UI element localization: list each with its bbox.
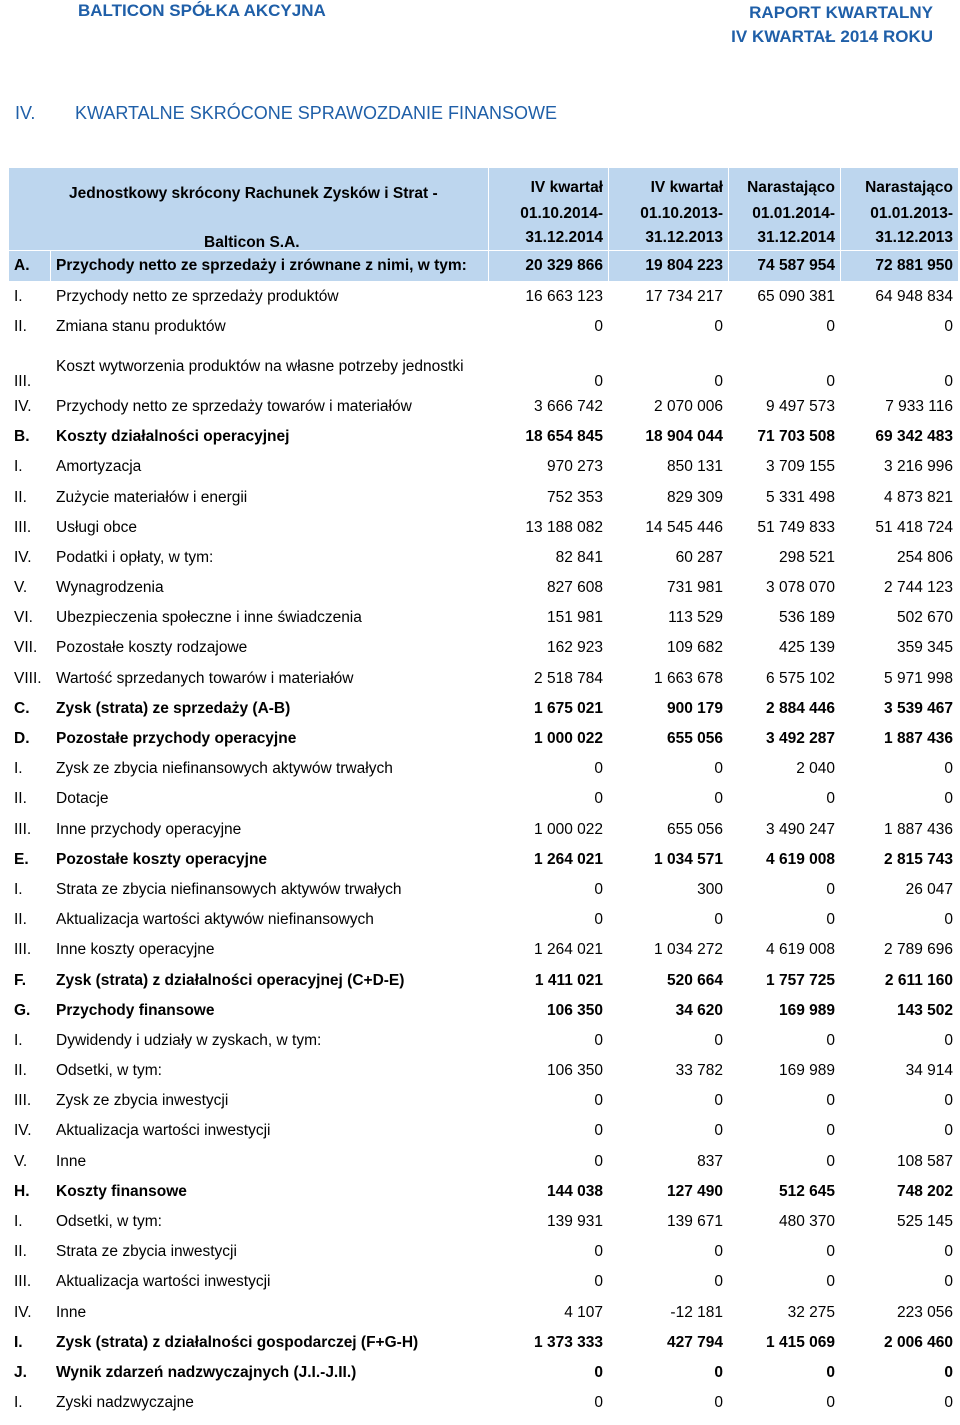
row-value: 0 xyxy=(489,1388,609,1418)
row-value: 731 981 xyxy=(609,573,729,603)
row-code: IV. xyxy=(9,1298,51,1328)
row-value: 0 xyxy=(609,905,729,935)
row-code: D. xyxy=(9,724,51,754)
row-value: 536 189 xyxy=(729,603,841,633)
row-value: 0 xyxy=(841,1267,959,1297)
row-value: 0 xyxy=(609,1388,729,1418)
row-value: 0 xyxy=(609,1358,729,1388)
table-row xyxy=(9,1056,959,1086)
row-value: 502 670 xyxy=(841,603,959,633)
row-value: 127 490 xyxy=(609,1177,729,1207)
table-row xyxy=(9,543,959,573)
row-value: 5 971 998 xyxy=(841,664,959,694)
table-row xyxy=(9,724,959,754)
row-label: Inne xyxy=(51,1147,489,1177)
row-value: 71 703 508 xyxy=(729,422,841,452)
row-value: 0 xyxy=(729,1086,841,1116)
row-value: 0 xyxy=(729,342,841,392)
column-label: IV kwartał xyxy=(530,179,603,196)
row-label: Podatki i opłaty, w tym: xyxy=(51,543,489,573)
row-code: III. xyxy=(9,513,51,543)
row-value: 1 415 069 xyxy=(729,1328,841,1358)
row-value: 300 xyxy=(609,875,729,905)
row-value: 427 794 xyxy=(609,1328,729,1358)
row-value: 20 329 866 xyxy=(489,251,609,282)
row-code: IV. xyxy=(9,1116,51,1146)
row-value: 752 353 xyxy=(489,482,609,512)
row-label: Zysk ze zbycia inwestycji xyxy=(51,1086,489,1116)
row-value: 113 529 xyxy=(609,603,729,633)
row-value: 17 734 217 xyxy=(609,282,729,312)
row-label: Odsetki, w tym: xyxy=(51,1207,489,1237)
row-label: Przychody netto ze sprzedaży towarów i materiałów xyxy=(51,392,489,422)
row-value: 2 789 696 xyxy=(841,935,959,965)
table-row xyxy=(9,633,959,663)
table-row xyxy=(9,513,959,543)
row-label: Zysk (strata) z działalności gospodarczej (F+G-H) xyxy=(51,1328,489,1358)
row-code: I. xyxy=(9,754,51,784)
row-value: 0 xyxy=(841,754,959,784)
table-row xyxy=(9,452,959,482)
table-title-line2: Balticon S.A. xyxy=(204,234,300,251)
row-code: VII. xyxy=(9,633,51,663)
row-value: 837 xyxy=(609,1147,729,1177)
row-label: Aktualizacja wartości inwestycji xyxy=(51,1267,489,1297)
row-value: 970 273 xyxy=(489,452,609,482)
row-value: 0 xyxy=(841,905,959,935)
row-code: H. xyxy=(9,1177,51,1207)
row-value: 33 782 xyxy=(609,1056,729,1086)
row-value: 3 216 996 xyxy=(841,452,959,482)
table-row xyxy=(9,282,959,312)
table-row xyxy=(9,1026,959,1056)
row-code: III. xyxy=(9,1086,51,1116)
row-code: C. xyxy=(9,694,51,724)
section-title-text: KWARTALNE SKRÓCONE SPRAWOZDANIE FINANSOWE xyxy=(75,103,558,123)
row-value: 0 xyxy=(729,1237,841,1267)
row-label: Zużycie materiałów i energii xyxy=(51,482,489,512)
row-code: IV. xyxy=(9,543,51,573)
row-value: 0 xyxy=(729,1388,841,1418)
row-value: 108 587 xyxy=(841,1147,959,1177)
column-period-start: 01.01.2013- xyxy=(870,205,953,222)
row-value: 3 539 467 xyxy=(841,694,959,724)
row-code: I. xyxy=(9,452,51,482)
table-row xyxy=(9,1328,959,1358)
row-value: 64 948 834 xyxy=(841,282,959,312)
row-value: 0 xyxy=(489,1116,609,1146)
row-value: 106 350 xyxy=(489,996,609,1026)
row-label: Przychody netto ze sprzedaży produktów xyxy=(51,282,489,312)
row-label: Aktualizacja wartości inwestycji xyxy=(51,1116,489,1146)
row-code: J. xyxy=(9,1358,51,1388)
row-value: 60 287 xyxy=(609,543,729,573)
column-period-end: 31.12.2014 xyxy=(525,229,603,246)
row-label: Wynagrodzenia xyxy=(51,573,489,603)
table-row xyxy=(9,754,959,784)
row-value: 3 492 287 xyxy=(729,724,841,754)
table-row xyxy=(9,694,959,724)
row-value: 298 521 xyxy=(729,543,841,573)
row-value: 0 xyxy=(609,1267,729,1297)
row-value: 144 038 xyxy=(489,1177,609,1207)
row-value: 0 xyxy=(729,1026,841,1056)
table-row xyxy=(9,1388,959,1418)
row-value: 74 587 954 xyxy=(729,251,841,282)
row-value: 1 411 021 xyxy=(489,965,609,995)
row-code: III. xyxy=(9,815,51,845)
row-value: 0 xyxy=(489,905,609,935)
row-value: 1 034 272 xyxy=(609,935,729,965)
row-value: 2 884 446 xyxy=(729,694,841,724)
column-period-start: 01.10.2014- xyxy=(520,205,603,222)
row-value: 4 619 008 xyxy=(729,845,841,875)
row-value: 169 989 xyxy=(729,996,841,1026)
table-row xyxy=(9,664,959,694)
row-value: 0 xyxy=(609,1237,729,1267)
table-row xyxy=(9,1298,959,1328)
row-code: I. xyxy=(9,1388,51,1418)
table-header-row xyxy=(9,168,959,251)
column-period-start: 01.10.2013- xyxy=(640,205,723,222)
row-value: 5 331 498 xyxy=(729,482,841,512)
table-row xyxy=(9,603,959,633)
row-value: 0 xyxy=(841,312,959,342)
income-statement-table xyxy=(8,167,959,1419)
row-value: 0 xyxy=(489,1147,609,1177)
row-label: Amortyzacja xyxy=(51,452,489,482)
table-row xyxy=(9,935,959,965)
row-value: 223 056 xyxy=(841,1298,959,1328)
table-row xyxy=(9,1237,959,1267)
row-value: 0 xyxy=(729,1267,841,1297)
row-value: 72 881 950 xyxy=(841,251,959,282)
row-value: 0 xyxy=(841,1388,959,1418)
row-value: 19 804 223 xyxy=(609,251,729,282)
row-value: 0 xyxy=(489,1086,609,1116)
row-code: I. xyxy=(9,1026,51,1056)
row-value: 0 xyxy=(729,1358,841,1388)
report-title-line2: IV KWARTAŁ 2014 ROKU xyxy=(731,27,933,46)
row-value: 0 xyxy=(841,784,959,814)
column-header xyxy=(489,168,609,251)
column-period-end: 31.12.2013 xyxy=(875,229,953,246)
row-value: 1 000 022 xyxy=(489,815,609,845)
table-row xyxy=(9,392,959,422)
row-label: Inne xyxy=(51,1298,489,1328)
row-label: Wartość sprzedanych towarów i materiałów xyxy=(51,664,489,694)
row-code: II. xyxy=(9,312,51,342)
row-label: Odsetki, w tym: xyxy=(51,1056,489,1086)
row-value: 0 xyxy=(729,784,841,814)
row-value: 1 887 436 xyxy=(841,724,959,754)
row-value: 1 000 022 xyxy=(489,724,609,754)
row-value: 254 806 xyxy=(841,543,959,573)
table-row xyxy=(9,996,959,1026)
row-value: 0 xyxy=(609,342,729,392)
row-value: 4 107 xyxy=(489,1298,609,1328)
row-value: 1 034 571 xyxy=(609,845,729,875)
row-label: Inne koszty operacyjne xyxy=(51,935,489,965)
row-value: 32 275 xyxy=(729,1298,841,1328)
row-code: A. xyxy=(9,251,51,282)
column-header xyxy=(841,168,959,251)
row-label: Zyski nadzwyczajne xyxy=(51,1388,489,1418)
row-value: 1 264 021 xyxy=(489,845,609,875)
row-code: III. xyxy=(9,342,51,392)
company-name: BALTICON SPÓŁKA AKCYJNA xyxy=(78,1,326,20)
column-label: Narastająco xyxy=(747,179,835,196)
report-title xyxy=(731,1,933,49)
row-value: 0 xyxy=(609,784,729,814)
row-value: 2 070 006 xyxy=(609,392,729,422)
row-value: 0 xyxy=(489,754,609,784)
table-row xyxy=(9,422,959,452)
row-code: II. xyxy=(9,482,51,512)
column-label: IV kwartał xyxy=(650,179,723,196)
row-value: 850 131 xyxy=(609,452,729,482)
row-value: 0 xyxy=(729,905,841,935)
row-value: 1 264 021 xyxy=(489,935,609,965)
row-value: 2 744 123 xyxy=(841,573,959,603)
report-title-line1: RAPORT KWARTALNY xyxy=(749,3,933,22)
row-label: Zmiana stanu produktów xyxy=(51,312,489,342)
row-value: 65 090 381 xyxy=(729,282,841,312)
row-label: Wynik zdarzeń nadzwyczajnych (J.I.-J.II.) xyxy=(51,1358,489,1388)
row-value: 16 663 123 xyxy=(489,282,609,312)
table-row xyxy=(9,342,959,392)
table-body xyxy=(9,251,959,1419)
table-row xyxy=(9,965,959,995)
row-code: IV. xyxy=(9,392,51,422)
row-value: 18 904 044 xyxy=(609,422,729,452)
row-code: E. xyxy=(9,845,51,875)
row-label: Dywidendy i udziały w zyskach, w tym: xyxy=(51,1026,489,1056)
row-label: Koszty finansowe xyxy=(51,1177,489,1207)
row-value: 0 xyxy=(489,1026,609,1056)
table-row xyxy=(9,815,959,845)
row-label: Zysk (strata) ze sprzedaży (A-B) xyxy=(51,694,489,724)
row-label: Przychody finansowe xyxy=(51,996,489,1026)
column-period-start: 01.01.2014- xyxy=(752,205,835,222)
column-period-end: 31.12.2014 xyxy=(757,229,835,246)
row-value: 0 xyxy=(489,1358,609,1388)
row-label: Pozostałe przychody operacyjne xyxy=(51,724,489,754)
row-value: 13 188 082 xyxy=(489,513,609,543)
row-code: II. xyxy=(9,1056,51,1086)
row-value: 0 xyxy=(489,784,609,814)
row-value: 26 047 xyxy=(841,875,959,905)
row-value: 520 664 xyxy=(609,965,729,995)
table-title-line1: Jednostkowy skrócony Rachunek Zysków i Strat - xyxy=(69,185,438,202)
row-value: 51 418 724 xyxy=(841,513,959,543)
row-value: 0 xyxy=(489,1237,609,1267)
row-label: Usługi obce xyxy=(51,513,489,543)
row-value: 139 931 xyxy=(489,1207,609,1237)
table-row xyxy=(9,1358,959,1388)
row-value: 2 611 160 xyxy=(841,965,959,995)
row-value: 14 545 446 xyxy=(609,513,729,543)
column-label: Narastająco xyxy=(865,179,953,196)
row-value: 0 xyxy=(841,1237,959,1267)
table-row xyxy=(9,1267,959,1297)
table-row xyxy=(9,784,959,814)
row-code: VI. xyxy=(9,603,51,633)
row-value: 0 xyxy=(729,312,841,342)
row-value: 655 056 xyxy=(609,724,729,754)
table-row xyxy=(9,845,959,875)
row-value: 0 xyxy=(609,754,729,784)
column-period-end: 31.12.2013 xyxy=(645,229,723,246)
row-code: V. xyxy=(9,573,51,603)
row-label: Koszty działalności operacyjnej xyxy=(51,422,489,452)
row-code: V. xyxy=(9,1147,51,1177)
row-label: Pozostałe koszty operacyjne xyxy=(51,845,489,875)
row-value: 4 873 821 xyxy=(841,482,959,512)
row-code: F. xyxy=(9,965,51,995)
row-label: Ubezpieczenia społeczne i inne świadczenia xyxy=(51,603,489,633)
row-code: B. xyxy=(9,422,51,452)
row-code: I. xyxy=(9,1328,51,1358)
page-header xyxy=(0,1,960,49)
row-value: -12 181 xyxy=(609,1298,729,1328)
row-value: 106 350 xyxy=(489,1056,609,1086)
table-row xyxy=(9,1147,959,1177)
row-value: 0 xyxy=(729,1147,841,1177)
row-value: 0 xyxy=(729,875,841,905)
section-title xyxy=(15,103,557,124)
row-code: G. xyxy=(9,996,51,1026)
row-code: I. xyxy=(9,282,51,312)
row-value: 0 xyxy=(729,1116,841,1146)
row-value: 0 xyxy=(609,312,729,342)
row-value: 109 682 xyxy=(609,633,729,663)
row-value: 69 342 483 xyxy=(841,422,959,452)
table-title-cell xyxy=(9,168,489,251)
row-label: Pozostałe koszty rodzajowe xyxy=(51,633,489,663)
row-value: 169 989 xyxy=(729,1056,841,1086)
row-label: Inne przychody operacyjne xyxy=(51,815,489,845)
row-code: III. xyxy=(9,1267,51,1297)
row-value: 655 056 xyxy=(609,815,729,845)
table-row xyxy=(9,1177,959,1207)
row-value: 829 309 xyxy=(609,482,729,512)
row-value: 0 xyxy=(841,1358,959,1388)
row-value: 82 841 xyxy=(489,543,609,573)
row-code: VIII. xyxy=(9,664,51,694)
row-value: 0 xyxy=(841,342,959,392)
row-value: 425 139 xyxy=(729,633,841,663)
row-value: 2 040 xyxy=(729,754,841,784)
row-value: 2 006 460 xyxy=(841,1328,959,1358)
row-value: 2 518 784 xyxy=(489,664,609,694)
row-value: 3 078 070 xyxy=(729,573,841,603)
row-value: 6 575 102 xyxy=(729,664,841,694)
column-header xyxy=(729,168,841,251)
row-value: 7 933 116 xyxy=(841,392,959,422)
column-header xyxy=(609,168,729,251)
table-row xyxy=(9,1116,959,1146)
row-value: 162 923 xyxy=(489,633,609,663)
table-row xyxy=(9,1086,959,1116)
row-code: I. xyxy=(9,875,51,905)
row-value: 34 620 xyxy=(609,996,729,1026)
row-code: III. xyxy=(9,935,51,965)
row-value: 0 xyxy=(609,1116,729,1146)
row-label: Strata ze zbycia niefinansowych aktywów trwałych xyxy=(51,875,489,905)
row-value: 0 xyxy=(489,312,609,342)
row-value: 748 202 xyxy=(841,1177,959,1207)
row-value: 0 xyxy=(489,875,609,905)
row-value: 480 370 xyxy=(729,1207,841,1237)
row-value: 0 xyxy=(489,342,609,392)
row-value: 0 xyxy=(609,1026,729,1056)
row-value: 151 981 xyxy=(489,603,609,633)
row-value: 1 373 333 xyxy=(489,1328,609,1358)
row-value: 359 345 xyxy=(841,633,959,663)
row-value: 1 887 436 xyxy=(841,815,959,845)
row-value: 1 663 678 xyxy=(609,664,729,694)
table-row xyxy=(9,905,959,935)
row-value: 2 815 743 xyxy=(841,845,959,875)
row-value: 0 xyxy=(841,1026,959,1056)
row-value: 18 654 845 xyxy=(489,422,609,452)
row-label: Zysk ze zbycia niefinansowych aktywów trwałych xyxy=(51,754,489,784)
section-number: IV. xyxy=(15,103,36,123)
row-value: 1 757 725 xyxy=(729,965,841,995)
row-value: 34 914 xyxy=(841,1056,959,1086)
row-value: 900 179 xyxy=(609,694,729,724)
row-label: Dotacje xyxy=(51,784,489,814)
row-value: 9 497 573 xyxy=(729,392,841,422)
table-row xyxy=(9,573,959,603)
row-label: Strata ze zbycia inwestycji xyxy=(51,1237,489,1267)
table-row xyxy=(9,875,959,905)
row-label: Przychody netto ze sprzedaży i zrównane z nimi, w tym: xyxy=(51,251,489,282)
table-row xyxy=(9,1207,959,1237)
row-value: 827 608 xyxy=(489,573,609,603)
row-value: 0 xyxy=(609,1086,729,1116)
table-row xyxy=(9,482,959,512)
row-value: 3 666 742 xyxy=(489,392,609,422)
row-code: I. xyxy=(9,1207,51,1237)
row-value: 512 645 xyxy=(729,1177,841,1207)
table-row xyxy=(9,312,959,342)
row-value: 1 675 021 xyxy=(489,694,609,724)
row-code: II. xyxy=(9,784,51,814)
row-value: 143 502 xyxy=(841,996,959,1026)
row-label: Aktualizacja wartości aktywów niefinansowych xyxy=(51,905,489,935)
row-code: II. xyxy=(9,905,51,935)
row-code: II. xyxy=(9,1237,51,1267)
row-value: 0 xyxy=(841,1086,959,1116)
row-value: 51 749 833 xyxy=(729,513,841,543)
row-value: 3 490 247 xyxy=(729,815,841,845)
row-value: 525 145 xyxy=(841,1207,959,1237)
row-value: 139 671 xyxy=(609,1207,729,1237)
row-label: Koszt wytworzenia produktów na własne potrzeby jednostki xyxy=(51,342,489,392)
row-value: 3 709 155 xyxy=(729,452,841,482)
table-row xyxy=(9,251,959,282)
row-value: 4 619 008 xyxy=(729,935,841,965)
row-value: 0 xyxy=(841,1116,959,1146)
row-label: Zysk (strata) z działalności operacyjnej (C+D-E) xyxy=(51,965,489,995)
row-value: 0 xyxy=(489,1267,609,1297)
